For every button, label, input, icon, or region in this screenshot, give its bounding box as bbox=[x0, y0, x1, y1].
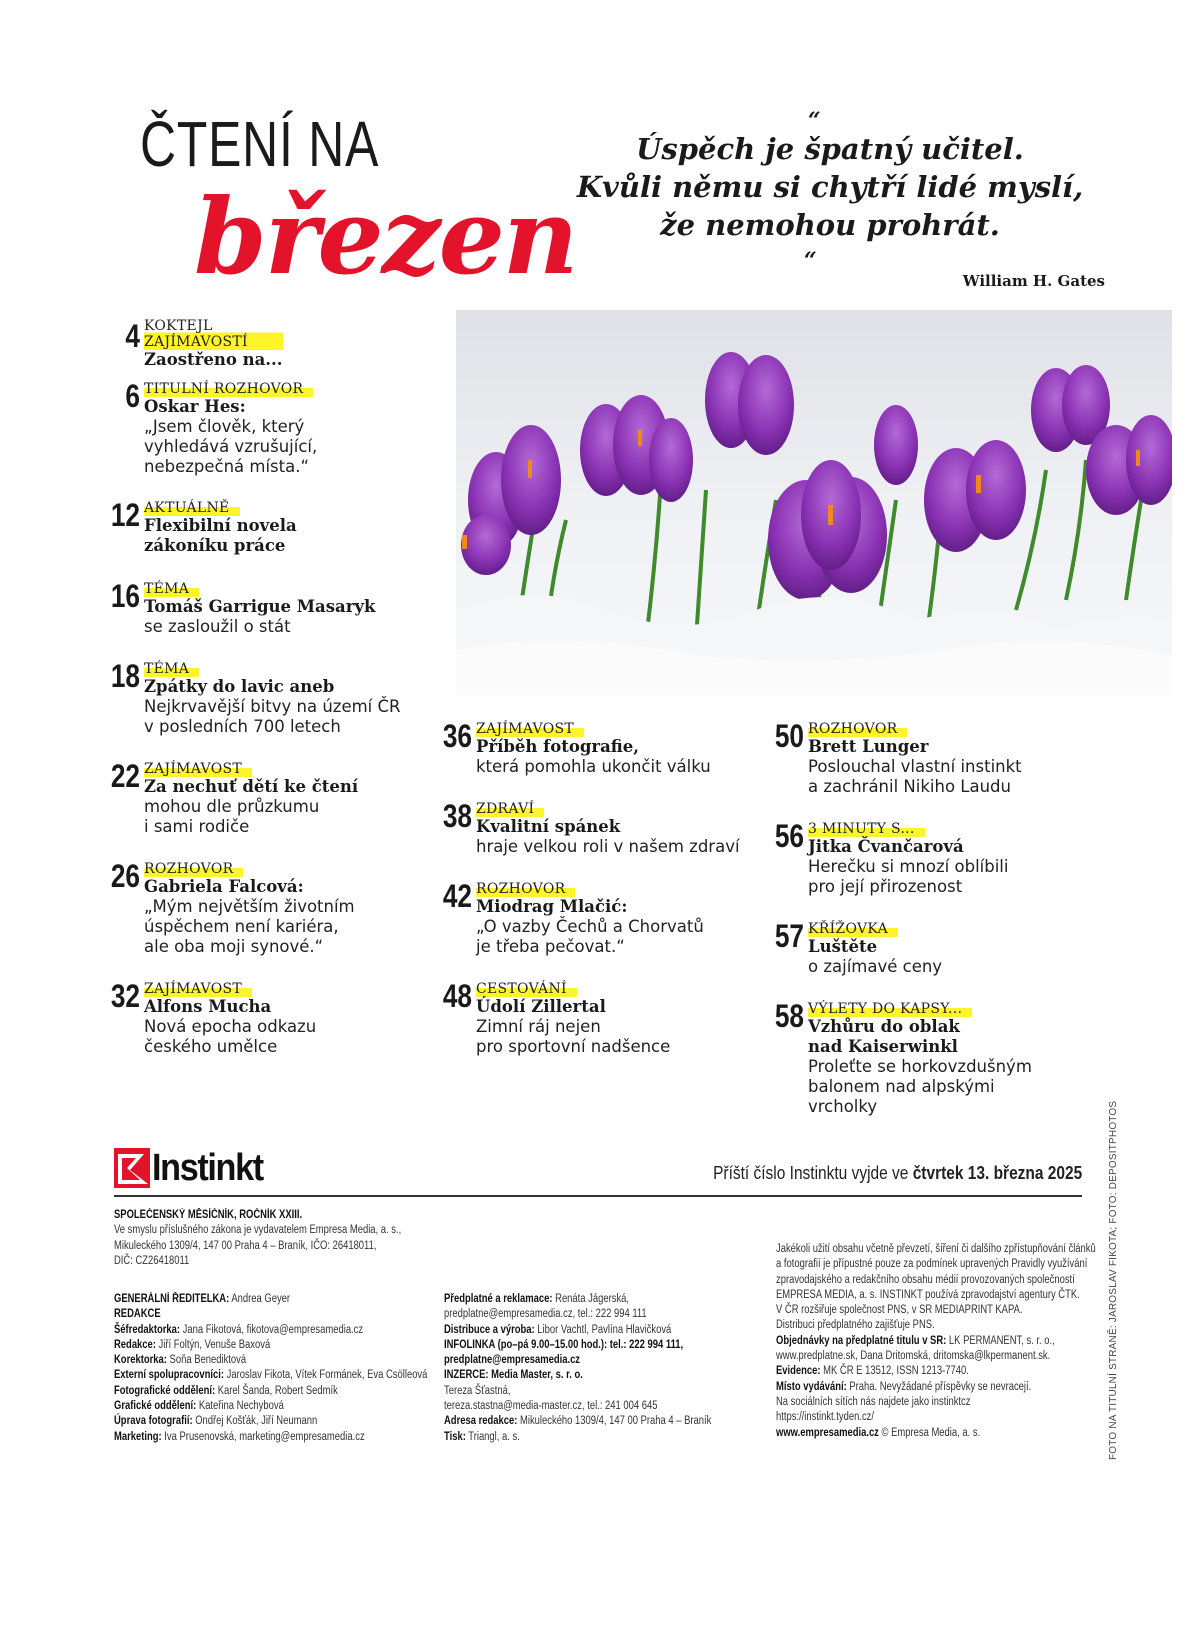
page-number: 16 bbox=[110, 578, 140, 614]
staff-label: Fotografické oddělení: bbox=[114, 1384, 216, 1397]
contact-value: Tereza Šťastná, bbox=[444, 1384, 511, 1397]
page-number: 50 bbox=[774, 718, 804, 754]
teaser-line: a zachránil Nikiho Laudu bbox=[808, 777, 1011, 796]
page-number: 6 bbox=[125, 378, 140, 414]
crocus-photo bbox=[456, 310, 1172, 695]
teaser-line: Nejkrvavější bitvy na území ČR bbox=[144, 697, 401, 716]
teaser-line: ale oba moji synové.“ bbox=[144, 937, 324, 956]
next-issue-date: čtvrtek 13. března 2025 bbox=[912, 1163, 1082, 1183]
next-issue-prefix: Příští číslo Instinktu vyjde ve bbox=[712, 1163, 913, 1183]
headline: Kvalitní spánek bbox=[476, 817, 621, 836]
category-label: KOKTEJL ZAJÍMAVOSTÍ bbox=[144, 318, 283, 350]
headline: Jitka Čvančarová bbox=[808, 837, 964, 856]
page-number: 22 bbox=[110, 758, 140, 794]
category-label: TÉMA bbox=[144, 661, 199, 677]
teaser-line: i sami rodiče bbox=[144, 817, 250, 836]
photo-credit: FOTO NA TITULNÍ STRANĚ: JAROSLAV FIKOTA; FOTO: DEPOSITPHOTOS bbox=[1108, 1100, 1119, 1460]
contact-label: Distribuce a výroba: bbox=[444, 1323, 535, 1336]
teaser-line: Poslouchal vlastní instinkt bbox=[808, 757, 1022, 776]
headline: Alfons Mucha bbox=[144, 997, 272, 1016]
publisher-info bbox=[114, 1208, 401, 1269]
legal-info bbox=[776, 1242, 1096, 1441]
category-label: ROZHOVOR bbox=[476, 881, 575, 897]
teaser-line: pro její přirozenost bbox=[808, 877, 963, 896]
quote-line: Kvůli němu si chytří lidé myslí, bbox=[576, 170, 1084, 204]
teaser-line: vrcholky bbox=[808, 1097, 878, 1116]
headline: Tomáš Garrigue Masaryk bbox=[144, 597, 376, 616]
staff-value: Jiří Foltýn, Venuše Baxová bbox=[155, 1338, 271, 1351]
contact-value: Renáta Jágerská, bbox=[552, 1293, 630, 1305]
contact-label: Tisk: bbox=[444, 1430, 466, 1443]
legal-value: Jakékoli užití obsahu včetně převzetí, šíření či dalšího zpřístupňování článků bbox=[776, 1243, 1096, 1255]
staff-label: Redakce: bbox=[114, 1338, 156, 1351]
staff-value: Soňa Benediktová bbox=[166, 1354, 247, 1367]
contact-label: Adresa redakce: bbox=[444, 1415, 518, 1428]
staff-value: Andrea Geyer bbox=[229, 1293, 291, 1305]
contact-value: Libor Vachtl, Pavlína Hlavičková bbox=[534, 1323, 672, 1336]
staff-label: GENERÁLNÍ ŘEDITELKA: bbox=[114, 1293, 230, 1305]
page-number: 36 bbox=[442, 718, 472, 754]
footer-divider bbox=[114, 1195, 1082, 1197]
teaser-line: balonem nad alpskými bbox=[808, 1077, 995, 1096]
category-label: TITULNÍ ROZHOVOR bbox=[144, 381, 313, 397]
legal-value: https://instinkt.tyden.cz/ bbox=[776, 1411, 875, 1424]
staff-label: Grafické oddělení: bbox=[114, 1400, 197, 1413]
page-number: 57 bbox=[774, 918, 804, 954]
legal-value: zpravodajského a redakčního obsahu médií provozovaných společností bbox=[776, 1273, 1075, 1286]
teaser-line: Proleťte se horkovzdušným bbox=[808, 1057, 1032, 1076]
publisher-line: Mikuleckého 1309/4, 147 00 Praha 4 – Braník, IČO: 26418011, bbox=[114, 1239, 377, 1252]
staff-value: Karel Šanda, Robert Sedmík bbox=[215, 1384, 338, 1397]
crocus-icon bbox=[456, 310, 1172, 695]
page-title-month bbox=[194, 175, 577, 298]
legal-label: Místo vydávání: bbox=[776, 1380, 847, 1393]
teaser-line: která pomohla ukončit válku bbox=[476, 757, 711, 776]
category-label: ROZHOVOR bbox=[144, 861, 243, 877]
page-number: 48 bbox=[442, 978, 472, 1014]
contact-value: tereza.stastna@media-master.cz, tel.: 241 004 645 bbox=[444, 1400, 658, 1413]
teaser-line: „Jsem člověk, který bbox=[144, 417, 305, 436]
teaser-line: „Mým největším životním bbox=[144, 897, 355, 916]
teaser-line: českého umělce bbox=[144, 1037, 278, 1056]
teaser-line: hraje velkou roli v našem zdraví bbox=[476, 837, 740, 856]
teaser-line: Zimní ráj nejen bbox=[476, 1017, 601, 1036]
logo-text: Instinkt bbox=[152, 1147, 263, 1189]
teaser-line: vyhledává vzrušující, bbox=[144, 437, 318, 456]
staff-label: Šéfredaktorka: bbox=[114, 1323, 181, 1336]
staff-label: Úprava fotografií: bbox=[114, 1415, 193, 1428]
legal-value: a fotografií je přípustné pouze za podmínek upravených Pravidly využívání bbox=[776, 1258, 1088, 1271]
staff-list bbox=[114, 1292, 427, 1445]
teaser-line: je třeba pečovat.“ bbox=[476, 937, 625, 956]
legal-label: Objednávky na předplatné titulu v SR: bbox=[776, 1334, 947, 1347]
headline: Flexibilní novela bbox=[144, 516, 297, 535]
contact-value: predplatne@empresamedia.cz, tel.: 222 994 111 bbox=[444, 1308, 647, 1321]
teaser-line: o zajímavé ceny bbox=[808, 957, 943, 976]
category-label: ZAJÍMAVOST bbox=[144, 761, 252, 777]
contact-label: INZERCE: Media Master, s. r. o. bbox=[444, 1369, 583, 1382]
headline: Zpátky do lavic aneb bbox=[144, 677, 335, 696]
page-number: 56 bbox=[774, 818, 804, 854]
category-label: KŘÍŽOVKA bbox=[808, 921, 898, 937]
staff-value: Jana Fikotová, fikotova@empresamedia.cz bbox=[180, 1323, 364, 1336]
teaser-line: pro sportovní nadšence bbox=[476, 1037, 671, 1056]
headline: Gabriela Falcová: bbox=[144, 877, 304, 896]
headline: Údolí Zillertal bbox=[476, 997, 606, 1016]
instinkt-logo bbox=[114, 1148, 294, 1190]
category-label: ZAJÍMAVOST bbox=[476, 721, 584, 737]
headline: Luštěte bbox=[808, 937, 878, 956]
staff-value: Kateřina Nechybová bbox=[196, 1400, 284, 1413]
category-label: ROZHOVOR bbox=[808, 721, 907, 737]
contact-label: INFOLINKA (po–pá 9.00–15.00 hod.): tel.: 222 994 111, bbox=[444, 1338, 684, 1351]
staff-label: Marketing: bbox=[114, 1430, 162, 1443]
page-number: 38 bbox=[442, 798, 472, 834]
category-label: TÉMA bbox=[144, 581, 199, 597]
category-label: ZDRAVÍ bbox=[476, 801, 544, 817]
staff-label: Korektorka: bbox=[114, 1354, 167, 1367]
staff-label: Externí spolupracovníci: bbox=[114, 1369, 225, 1382]
category-label: 3 MINUTY S... bbox=[808, 821, 925, 837]
page-title-top: ČTENÍ NA bbox=[140, 108, 380, 180]
legal-value: Distribuci předplatného zajišťuje PNS. bbox=[776, 1319, 935, 1332]
staff-value: Jaroslav Fikota, Vítek Formánek, Eva Csölleová bbox=[224, 1369, 428, 1382]
page-number: 4 bbox=[125, 318, 140, 354]
contact-label: predplatne@empresamedia.cz bbox=[444, 1354, 581, 1367]
teaser-line: nebezpečná místa.“ bbox=[144, 457, 310, 476]
category-label: VÝLETY DO KAPSY... bbox=[808, 1001, 972, 1017]
category-label: CESTOVÁNÍ bbox=[476, 981, 577, 997]
category-label: ZAJÍMAVOST bbox=[144, 981, 252, 997]
quote-line: Úspěch je špatný učitel. bbox=[636, 132, 1024, 166]
headline: Brett Lunger bbox=[808, 737, 929, 756]
legal-value: Na sociálních sítích nás najdete jako instinktcz bbox=[776, 1395, 971, 1408]
page-number: 26 bbox=[110, 858, 140, 894]
teaser-line: se zasloužil o stát bbox=[144, 617, 291, 636]
headline: Zaostřeno na... bbox=[144, 350, 283, 369]
headline: Miodrag Mlačić: bbox=[476, 897, 628, 916]
legal-value: © Empresa Media, a. s. bbox=[878, 1426, 981, 1439]
page-number: 58 bbox=[774, 998, 804, 1034]
staff-value: Ondřej Košťák, Jiří Neumann bbox=[192, 1415, 318, 1428]
headline: Za nechuť dětí ke čtení bbox=[144, 777, 359, 796]
quote-open-mark: “ bbox=[808, 108, 821, 134]
headline: Příběh fotografie, bbox=[476, 737, 640, 756]
publisher-line: DIČ: CZ26418011 bbox=[114, 1254, 190, 1267]
page-number: 18 bbox=[110, 658, 140, 694]
category-label: AKTUÁLNĚ bbox=[144, 500, 240, 516]
month-name: březen bbox=[194, 175, 577, 298]
legal-value: V ČR rozšiřuje společnost PNS, v SR MEDIAPRINT KAPA. bbox=[776, 1304, 1023, 1317]
page-number: 32 bbox=[110, 978, 140, 1014]
legal-value: Praha. Nevyžádané příspěvky se nevracejí. bbox=[846, 1380, 1032, 1393]
legal-value: www.predplatne.sk, Dana Dritomská, dritomska@lkpermanent.sk. bbox=[776, 1350, 1051, 1363]
headline-line2: zákoníku práce bbox=[144, 536, 286, 555]
publisher-title: SPOLEČENSKÝ MĚSÍČNÍK, ROČNÍK XXIII. bbox=[114, 1209, 303, 1221]
teaser-line: v posledních 700 letech bbox=[144, 717, 341, 736]
legal-label: www.empresamedia.cz bbox=[776, 1426, 879, 1439]
teaser-line: úspěchem není kariéra, bbox=[144, 917, 339, 936]
page-number: 12 bbox=[110, 497, 140, 533]
publisher-line: Ve smyslu příslušného zákona je vydavatelem Empresa Media, a. s., bbox=[114, 1224, 402, 1237]
quote bbox=[560, 108, 1100, 274]
legal-value: LK PERMANENT, s. r. o., bbox=[946, 1334, 1055, 1347]
next-issue-note bbox=[713, 1163, 1082, 1184]
headline: Vzhůru do oblak bbox=[808, 1017, 960, 1036]
teaser-line: „O vazby Čechů a Chorvatů bbox=[476, 917, 704, 936]
headline: Oskar Hes: bbox=[144, 397, 246, 416]
legal-value: EMPRESA MEDIA, a. s. INSTINKT používá zpravodajství agentury ČTK. bbox=[776, 1288, 1080, 1301]
staff-label: REDAKCE bbox=[114, 1308, 161, 1321]
contact-value: Mikuleckého 1309/4, 147 00 Praha 4 – Braník bbox=[517, 1415, 712, 1428]
teaser-line: Nová epocha odkazu bbox=[144, 1017, 317, 1036]
legal-label: Evidence: bbox=[776, 1365, 821, 1378]
teaser-line: Herečku si mnozí oblíbili bbox=[808, 857, 1009, 876]
teaser-line: mohou dle průzkumu bbox=[144, 797, 320, 816]
staff-value: Iva Prusenovská, marketing@empresamedia.cz bbox=[161, 1430, 365, 1443]
quote-close-mark: “ bbox=[804, 248, 817, 274]
contacts-list bbox=[444, 1292, 711, 1445]
page-number: 42 bbox=[442, 878, 472, 914]
contact-label: Předplatné a reklamace: bbox=[444, 1293, 553, 1305]
logo-mark-icon bbox=[114, 1148, 152, 1188]
headline-line2: nad Kaiserwinkl bbox=[808, 1037, 958, 1056]
contact-value: Triangl, a. s. bbox=[465, 1430, 520, 1443]
quote-line: že nemohou prohrát. bbox=[660, 208, 1000, 242]
legal-value: MK ČR E 13512, ISSN 1213-7740. bbox=[820, 1365, 969, 1378]
quote-author: William H. Gates bbox=[962, 272, 1105, 290]
